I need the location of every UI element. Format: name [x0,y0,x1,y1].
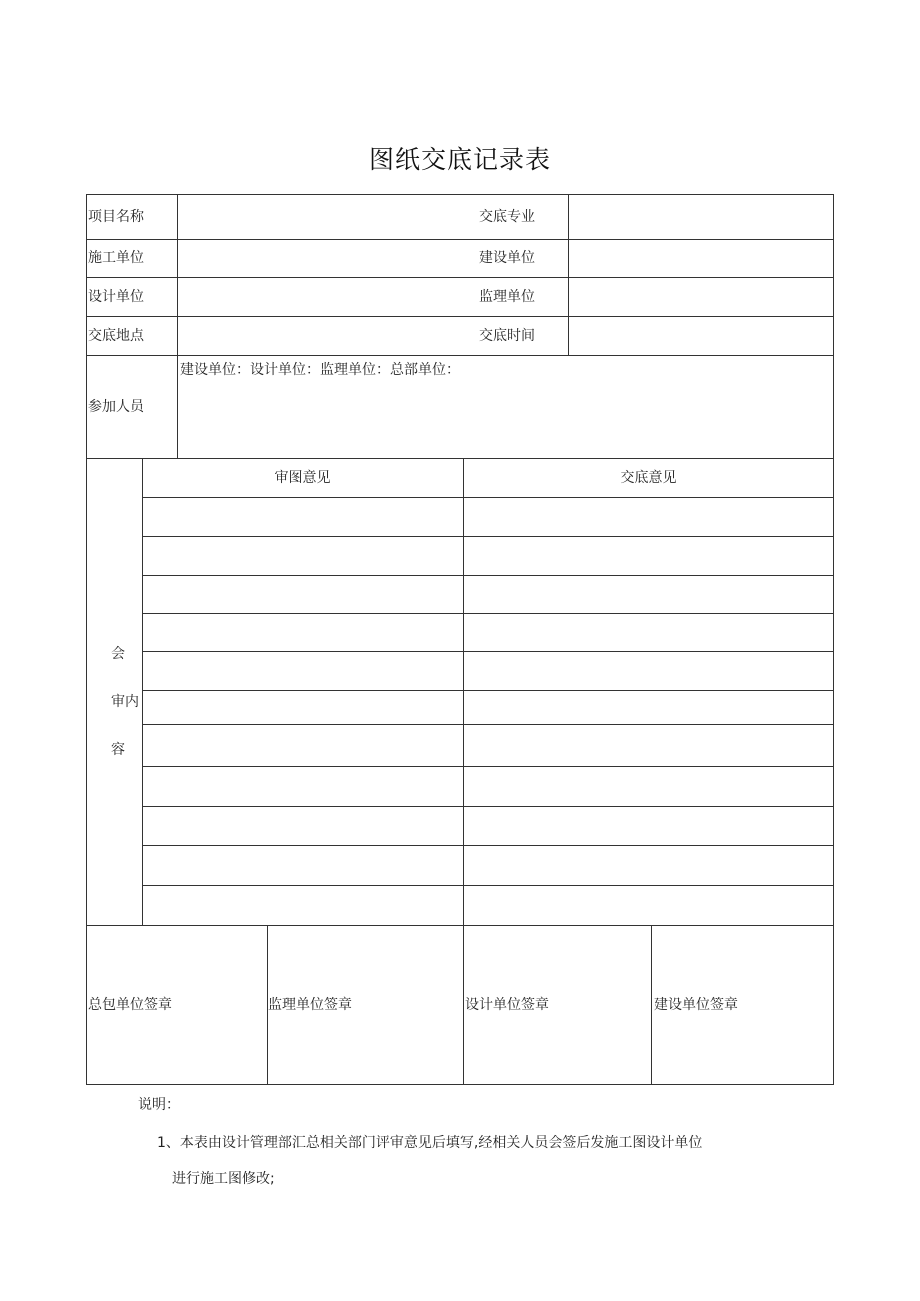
table-col-divider [463,925,464,1085]
table-row-divider [86,925,834,926]
label-construction-unit: 施工单位 [88,250,144,266]
label-design-unit: 设计单位 [88,289,144,305]
participants-units: 建设单位：设计单位：监理单位：总部单位： [180,362,460,378]
review-side-label-3: 容 [111,742,125,758]
review-row-divider [142,690,834,691]
label-project-name: 项目名称 [88,209,144,225]
notes-item-1-line-2: 进行施工图修改; [172,1171,275,1187]
label-handover-time: 交底时间 [479,328,535,344]
column-header-handover-opinion: 交底意见 [620,470,677,486]
review-row-divider [142,885,834,886]
record-table [86,194,834,1085]
page-title: 图纸交底记录表 [368,145,551,174]
table-row-divider [86,458,834,459]
review-side-label-1: 会 [111,646,125,662]
signature-design-unit: 设计单位签章 [465,997,549,1013]
signature-general-contractor: 总包单位签章 [88,997,172,1013]
table-row-divider [86,355,834,356]
signature-supervision-unit: 监理单位签章 [268,997,352,1013]
label-handover-discipline: 交底专业 [479,209,535,225]
table-col-divider [651,925,652,1085]
review-row-divider [142,575,834,576]
review-row-divider [142,536,834,537]
table-col-divider [568,194,569,355]
table-row-divider [86,316,834,317]
notes-heading: 说明： [138,1097,180,1113]
label-participants: 参加人员 [88,399,144,415]
label-supervision-unit: 监理单位 [479,289,535,305]
signature-owner-unit: 建设单位签章 [654,997,738,1013]
notes-item-1-line-1: 1、本表由设计管理部汇总相关部门评审意见后填写,经相关人员会签后发施工图设计单位 [157,1135,703,1151]
table-col-divider [142,458,143,925]
review-row-divider [142,651,834,652]
review-side-label-2: 审内 [111,694,139,710]
table-col-divider [177,194,178,458]
table-col-divider [463,458,464,925]
table-row-divider [86,239,834,240]
review-row-divider [142,766,834,767]
label-owner-unit: 建设单位 [479,250,535,266]
label-handover-location: 交底地点 [88,328,144,344]
review-row-divider [142,613,834,614]
review-row-divider [142,845,834,846]
review-row-divider [142,806,834,807]
table-row-divider [86,277,834,278]
review-row-divider [142,497,834,498]
column-header-review-opinion: 审图意见 [274,470,331,486]
review-row-divider [142,724,834,725]
